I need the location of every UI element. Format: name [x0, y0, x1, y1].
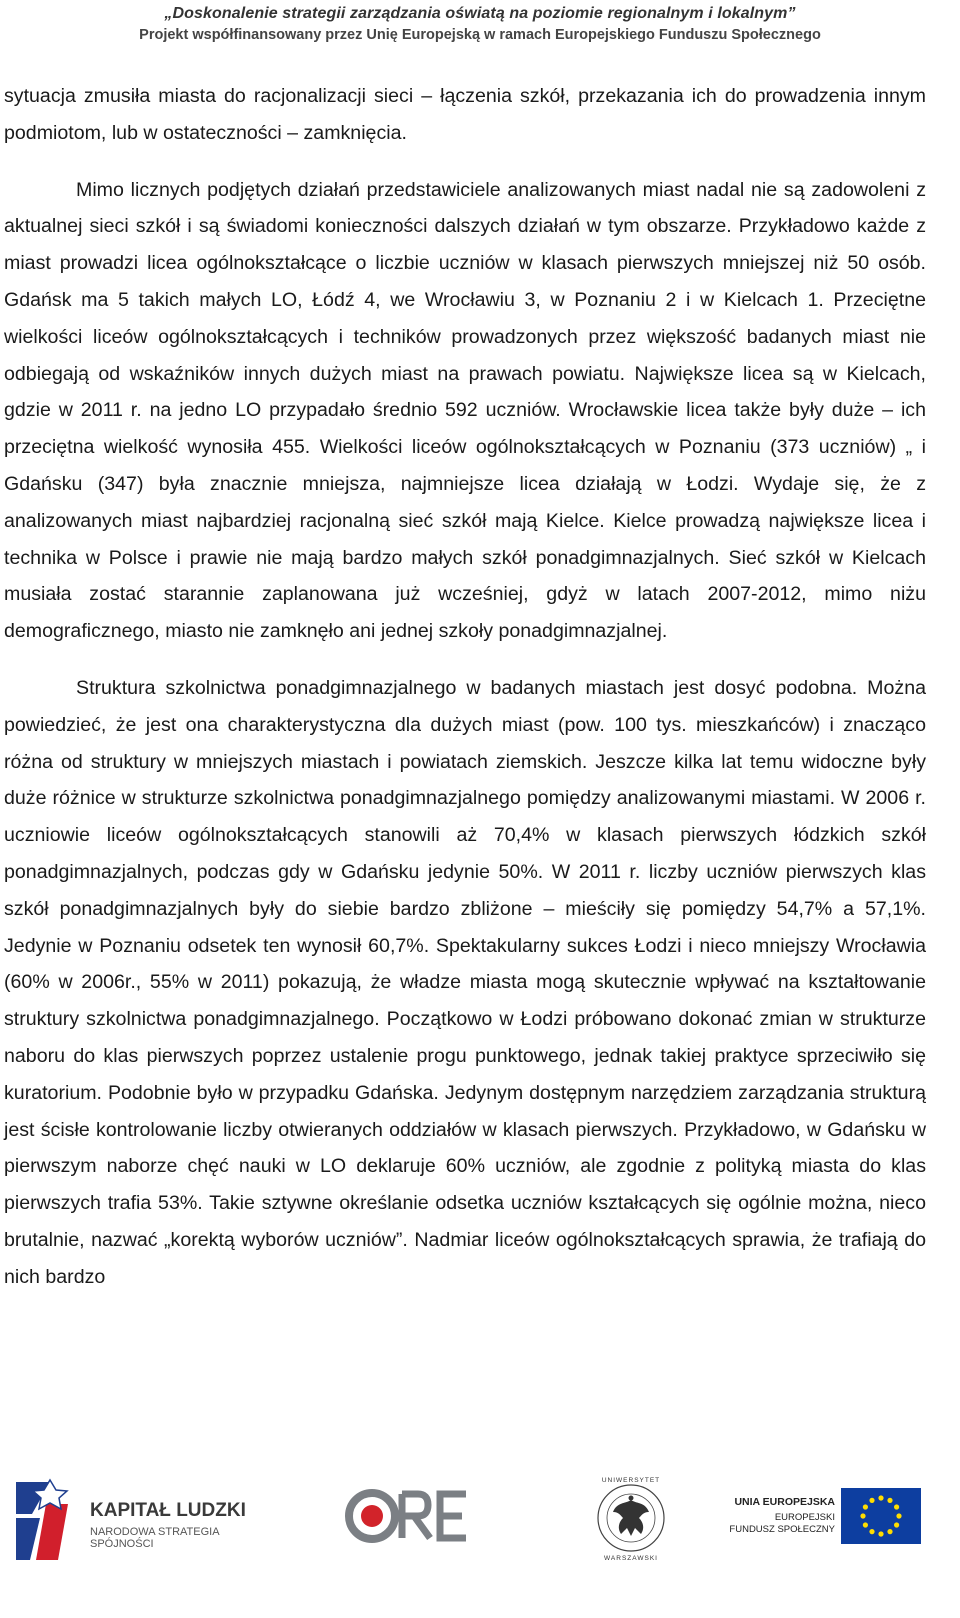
- uw-eagle-seal-icon: [595, 1472, 667, 1564]
- eu-subtitle: [725, 1512, 835, 1536]
- ore-logo-icon: [342, 1486, 472, 1546]
- eu-flag-icon: [841, 1488, 921, 1544]
- kapital-ludzki-logo: [10, 1474, 270, 1564]
- header-project-subtitle: Projekt współfinansowany przez Unię Europejską w ramach Europejskiego Funduszu Społecznego: [139, 27, 821, 43]
- eu-efs-logo: [725, 1484, 925, 1554]
- document-body: [4, 78, 926, 1296]
- paragraph-1: sytuacja zmusiła miasta do racjonalizacji sieci – łączenia szkół, przekazania ich do prowadzenia innym podmiotom, lub w ostateczności – zamknięcia.: [4, 85, 926, 144]
- page-footer: [0, 1470, 960, 1618]
- eu-subtitle-line1: EUROPEJSKI: [774, 1512, 835, 1523]
- eu-subtitle-line2: FUNDUSZ SPOŁECZNY: [729, 1524, 835, 1535]
- eu-title: UNIA EUROPEJSKA: [734, 1496, 835, 1508]
- svg-text:WARSZAWSKI: WARSZAWSKI: [604, 1555, 658, 1562]
- header-project-title: „Doskonalenie strategii zarządzania oświatą na poziomie regionalnym i lokalnym”: [164, 5, 796, 22]
- svg-text:UNIWERSYTET: UNIWERSYTET: [601, 1477, 661, 1484]
- paragraph-3: Struktura szkolnictwa ponadgimnazjalnego w badanych miastach jest dosyć podobna. Można powiedzieć, że jest ona charakterystyczna dla dużych miast (pow. 100 tys. mieszkańców) i znacząco różna od struktury w mniejszych miastach i powiatach ziemskich. Jeszcze kilka lat temu widoczne były duże różnice w strukturze szkolnictwa ponadgimnazjalnego pomiędzy analizowanymi miastami. W 2006 r. uczniowie liceów ogólnokształcących stanowili aż 70,4% w klasach pierwszych łódzkich szkół ponadgimnazjalnych, podczas gdy w Gdańsku jedynie 50%. W 2011 r. liczby uczniów pierwszych klas szkół ponadgimnazjalnych były do siebie bardzo zbliżone – mieściły się pomiędzy 54,7% a 57,1%. Jedynie w Poznaniu odsetek ten wynosił 60,7%. Spektakularny sukces Łodzi i nieco mniejszy Wrocławia (60% w 2006r., 55% w 2011) pokazują, że władze miasta mogą skutecznie wpływać na kształtowanie struktury szkolnictwa ponadgimnazjalnego. Początkowo w Łodzi próbowano dokonać zmian w strukturze naboru do klas pierwszych poprzez ustalenie progu punktowego, jednak takiej praktyce sprzeciwiło się kuratorium. Podobnie było w przypadku Gdańska. Jedynym dostępnym narzędziem zarządzania strukturą jest ścisłe kontrolowanie liczby otwieranych oddziałów w klasach pierwszych. Przykładowo, w Gdańsku w pierwszym naborze chęć nauki w LO deklaruje 60% uczniów, ale zgodnie z polityką miasta do klas pierwszych trafia 53%. Takie sztywne określanie odsetka uczniów kształcących się ogólnie można, nieco brutalnie, nazwać „korektą wyborów uczniów”. Nadmiar liceów ogólnokształcących sprawia, że trafiają do nich bardzo: [4, 676, 926, 1288]
- page-header: [0, 0, 960, 52]
- paragraph-2: Mimo licznych podjętych działań przedstawiciele analizowanych miast nadal nie są zadowoleni z aktualnej sieci szkół i są świadomi konieczności dalszych działań w tym obszarze. Przykładowo każde z miast prowadzi licea ogólnokształcące o liczbie uczniów w klasach pierwszych mniejszej niż 50 osób. Gdańsk ma 5 takich małych LO, Łódź 4, we Wrocławiu 3, w Poznaniu 2 i w Kielcach 1. Przeciętne wielkości liceów ogólnokształcących i techników prowadzonych przez większość badanych miast nie odbiegają od wskaźników innych dużych miast na prawach powiatu. Największe licea są w Kielcach, gdzie w 2011 r. na jedno LO przypadało średnio 592 uczniów. Wrocławskie licea także były duże – ich przeciętna wielkość wynosiła 455. Wielkości liceów ogólnokształcących w Poznaniu (373 uczniów) „ i Gdańsku (347) była znacznie mniejsza, najmniejsze licea działają w Łodzi. Wydaje się, że z analizowanych miast najbardziej racjonalną sieć szkół mają Kielce. Kielce prowadzą największe licea i technika w Polsce i prawie nie mają bardzo małych szkół ponadgimnazjalnych. Sieć szkół w Kielcach musiała zostać starannie zaplanowana już wcześniej, gdyż w latach 2007-2012, mimo niżu demograficznego, miasto nie zamknęło ani jednej szkoły ponadgimnazjalnej.: [4, 178, 926, 643]
- kapital-ludzki-subtitle: NARODOWA STRATEGIA SPÓJNOŚCI: [90, 1526, 219, 1550]
- kapital-ludzki-emblem-icon: [10, 1474, 82, 1564]
- uw-seal-logo: [595, 1472, 667, 1564]
- ore-logo: [342, 1486, 472, 1546]
- kapital-ludzki-title: KAPITAŁ LUDZKI: [90, 1500, 246, 1521]
